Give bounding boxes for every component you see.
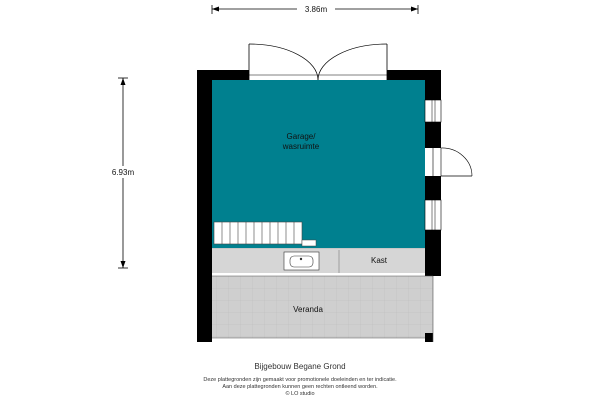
height-dimension: [103, 78, 143, 268]
disclaimer-line-1: Deze plattegronden zijn gemaakt voor promotionele doeleinden en ter indicatie.: [203, 377, 397, 383]
stairs-icon: [214, 222, 316, 246]
kast-label: Kast: [370, 256, 388, 265]
garage-label-line2: wasruimte: [282, 142, 320, 151]
disclaimer-line-2: Aan deze plattegronden kunnen geen rechten ontleend worden.: [222, 384, 378, 390]
garage-label-line1: Garage/: [286, 132, 316, 141]
veranda-label: Veranda: [293, 305, 323, 314]
sink-icon: [284, 252, 319, 270]
plan-title: Bijgebouw Begane Grond: [254, 362, 346, 371]
width-label: 3.86m: [304, 5, 328, 14]
double-door-icon: [249, 44, 387, 80]
disclaimer: [0, 377, 600, 398]
width-dimension: [212, 3, 418, 15]
side-door-icon: [425, 148, 472, 176]
height-label: 6.93m: [111, 168, 135, 177]
disclaimer-line-3: © LO studio: [285, 391, 315, 397]
